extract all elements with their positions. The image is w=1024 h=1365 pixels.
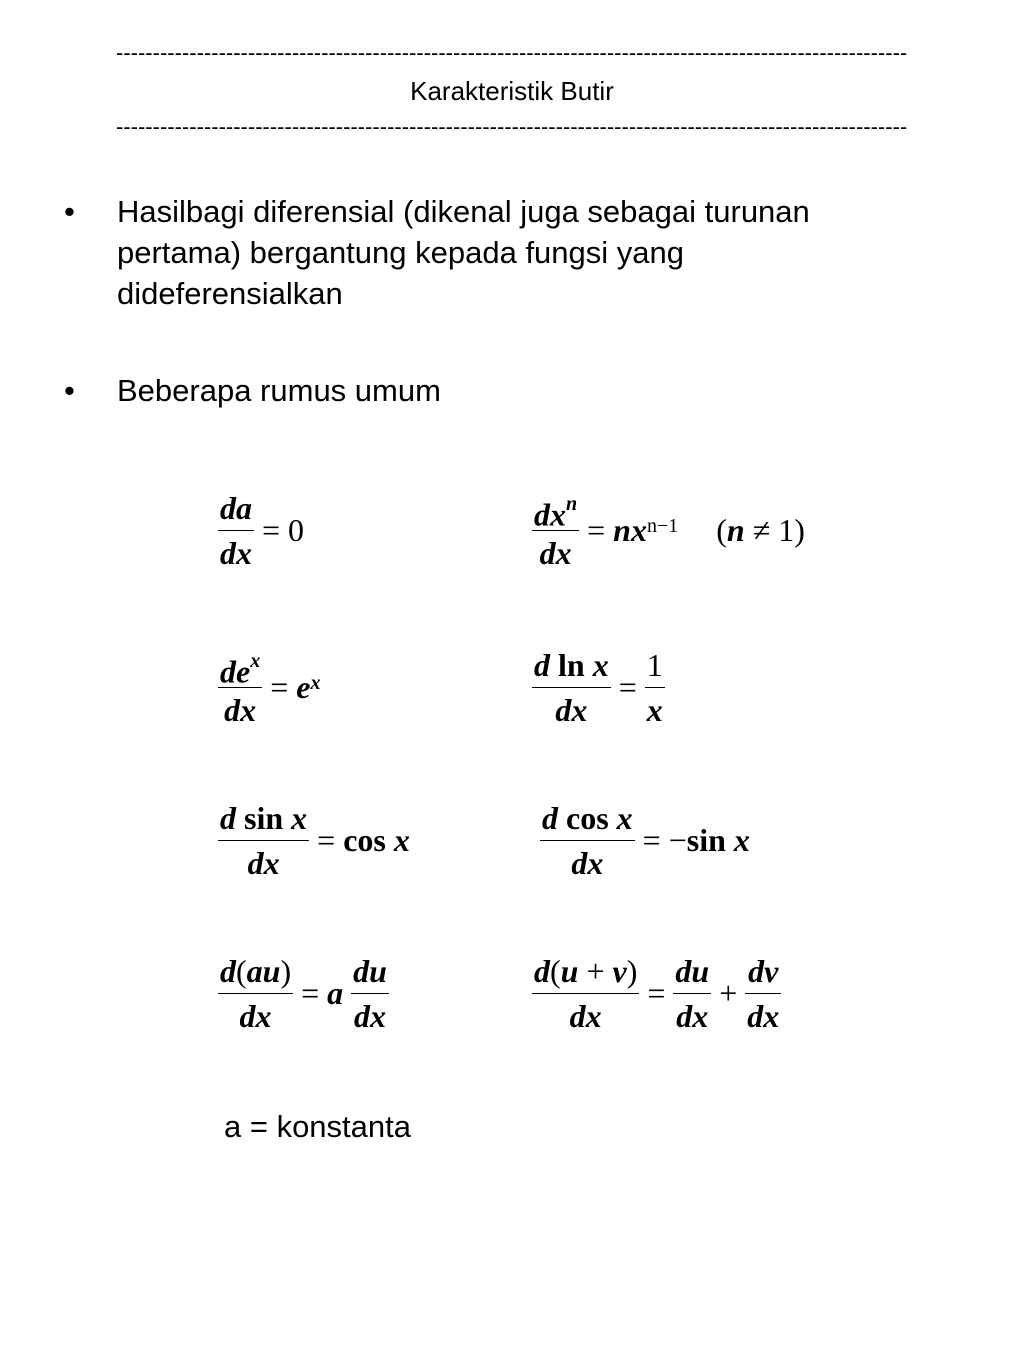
bullet-text: Hasilbagi diferensial (dikenal juga sebagai turunan pertama) bergantung kepada fungsi yang dideferensialkan <box>117 194 810 311</box>
page-title: Karakteristik Butir <box>410 76 614 106</box>
formula-logarithm: $\frac{\text{d ln x}}{dx}$ = $\frac{1}{x}$ <box>534 647 663 728</box>
header-rule-bottom: ------------------------------------------------------------------------------------------------------------ <box>116 114 908 139</box>
formula-sum-rule: $\frac{d(u + v)}{dx}$ = $\frac{du}{dx}$ + $\frac{dv}{dx}$ <box>534 953 780 1034</box>
bullet-icon: • <box>64 373 75 408</box>
formula-cosine: $\frac{\text{d cos x}}{dx}$ = − sin x <box>542 800 750 881</box>
bullet-item-1 <box>64 191 924 321</box>
formula-power: $\frac{dx^n}{dx}$ = nx $^{n-1}$ ( n ≠ 1 ) <box>534 493 805 571</box>
bullet-text: Beberapa rumus umum <box>117 373 441 408</box>
bullet-icon: • <box>64 194 75 229</box>
bullet-item-2 <box>64 370 924 415</box>
constant-note: a = konstanta <box>224 1109 411 1144</box>
formula-constant-multiple: $\frac{d(au)}{dx}$ = a $\frac{du}{dx}$ <box>220 953 387 1034</box>
formula-exponential: $\frac{de^x}{dx}$ = e $^x$ <box>220 650 321 728</box>
formula-constant: $\frac{da}{dx}$ = 0 <box>220 490 305 571</box>
formula-sine: $\frac{\text{d sin x}}{dx}$ = cos x <box>220 800 410 881</box>
header-rule-top: ------------------------------------------------------------------------------------------------------------ <box>116 40 908 65</box>
